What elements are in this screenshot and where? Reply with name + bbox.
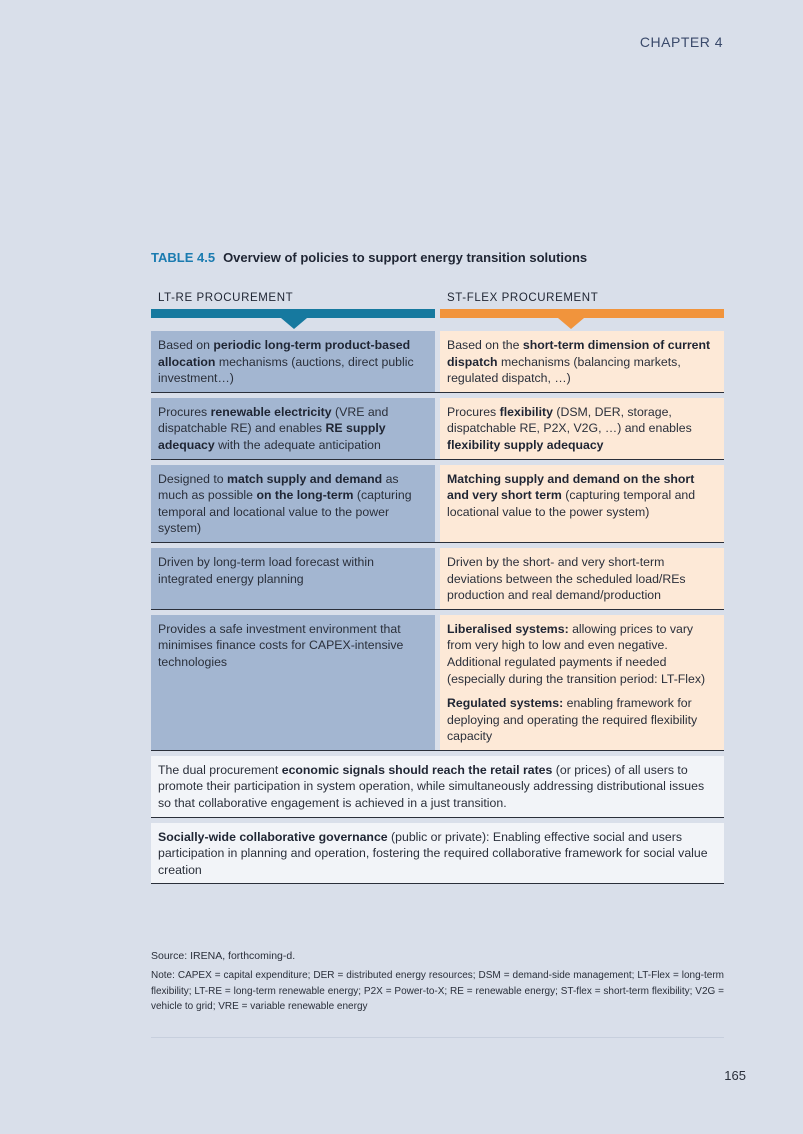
body-text: (VRE and dispatchable RE) and enables	[158, 404, 389, 436]
table-title: Overview of policies to support energy transition solutions	[223, 250, 588, 265]
body-text: Driven by long-term load forecast within integrated energy planning	[158, 554, 374, 586]
down-arrow-icon	[558, 318, 584, 329]
emphasis-text: Regulated systems:	[447, 696, 564, 711]
table-column-headers	[151, 292, 724, 328]
body-text: mechanisms (auctions, direct public investment…)	[158, 354, 414, 386]
body-text: (or prices) of all users to promote their participation in system operation, while simultaneously addressing distributional issues so that collaborative engagement is achieved in a just transition.	[158, 762, 705, 811]
table-wide-row	[151, 756, 724, 818]
emphasis-text: RE supply adequacy	[158, 421, 386, 452]
page-number: 165	[724, 1068, 746, 1083]
table-row	[151, 331, 724, 393]
lt-re-cell	[151, 548, 435, 609]
st-flex-cell	[440, 465, 724, 542]
down-arrow-icon	[281, 318, 307, 329]
body-text: mechanisms (balancing markets, regulated dispatch, …)	[447, 354, 681, 386]
table-row	[151, 398, 724, 460]
body-text: Designed to	[158, 471, 228, 486]
table-caption	[151, 250, 587, 265]
body-text: Based on	[158, 338, 214, 352]
body-text: (DSM, DER, storage, dispatchable RE, P2X, V2G, …) and enables	[447, 404, 692, 436]
table-wide-row	[151, 823, 724, 885]
emphasis-text: Matching supply and demand on the short and very short term	[447, 471, 695, 503]
lt-re-cell	[151, 615, 435, 750]
emphasis-text: on the long-term	[256, 488, 354, 503]
body-text: allowing prices to vary from very high to low and even negative. Additional regulated payments if needed (especially during the transition period: LT-Flex)	[447, 621, 706, 686]
lt-re-cell	[151, 398, 435, 459]
column-header-st-flex	[440, 292, 724, 318]
table-number: TABLE 4.5	[151, 250, 216, 265]
emphasis-text: renewable electricity	[210, 404, 332, 419]
table-row	[151, 548, 724, 610]
column-header-label: LT-RE PROCUREMENT	[158, 292, 294, 304]
body-text: enabling framework for deploying and operating the required flexibility capacity	[447, 696, 698, 744]
emphasis-text: flexibility supply adequacy	[447, 437, 604, 452]
body-text: The dual procurement	[158, 762, 282, 777]
emphasis-text: Socially-wide collaborative governance	[158, 829, 388, 844]
table-row	[151, 465, 724, 543]
body-text: (capturing temporal and locational value to the power system)	[158, 488, 412, 536]
emphasis-text: Liberalised systems:	[447, 621, 569, 636]
body-text: (public or private): Enabling effective social and users participation in planning and operation, fostering the required collaborative framework for social value creation	[158, 829, 708, 877]
emphasis-text: economic signals should reach the retail rates	[281, 762, 553, 777]
emphasis-text: flexibility	[499, 404, 553, 419]
emphasis-text: periodic long-term product-based allocation	[158, 338, 411, 369]
table-source: Source: IRENA, forthcoming-d.	[151, 950, 296, 962]
body-text: Provides a safe investment environment that minimises finance costs for CAPEX-intensive technologies	[158, 621, 404, 669]
table-row	[151, 615, 724, 751]
column-header-label: ST-FLEX PROCUREMENT	[447, 292, 599, 304]
body-text: Driven by the short- and very short-term deviations between the scheduled load/REs production and real demand/production	[447, 554, 686, 603]
body-text: (capturing temporal and locational value to the power system)	[447, 488, 696, 519]
chapter-label: CHAPTER 4	[639, 34, 723, 50]
column-header-lt-re	[151, 292, 435, 318]
st-flex-cell	[440, 548, 724, 609]
emphasis-text: match supply and demand	[227, 471, 383, 486]
st-flex-cell	[440, 331, 724, 392]
body-text: Based on the	[447, 338, 523, 352]
body-text: as much as possible	[158, 471, 399, 503]
lt-re-cell	[151, 465, 435, 542]
body-text: with the adequate anticipation	[214, 437, 381, 452]
column-header-bar	[151, 309, 435, 318]
emphasis-text: short-term dimension of current dispatch	[447, 338, 711, 369]
table-note: Note: CAPEX = capital expenditure; DER = distributed energy resources; DSM = demand-side management; LT-Flex = long-term flexibility; LT-RE = long-term renewable energy; P2X = Power-to-X; RE = renewable energy; ST-flex = short-term flexibility; V2G = vehicle to grid; VRE = variable renewable energy	[151, 970, 724, 1012]
st-flex-cell	[440, 615, 724, 750]
table-body	[151, 331, 724, 889]
body-text: Procures	[447, 404, 500, 419]
lt-re-cell	[151, 331, 435, 392]
column-header-bar	[440, 309, 724, 318]
st-flex-cell	[440, 398, 724, 459]
body-text: Procures	[158, 404, 211, 419]
footer-divider	[151, 1037, 724, 1038]
